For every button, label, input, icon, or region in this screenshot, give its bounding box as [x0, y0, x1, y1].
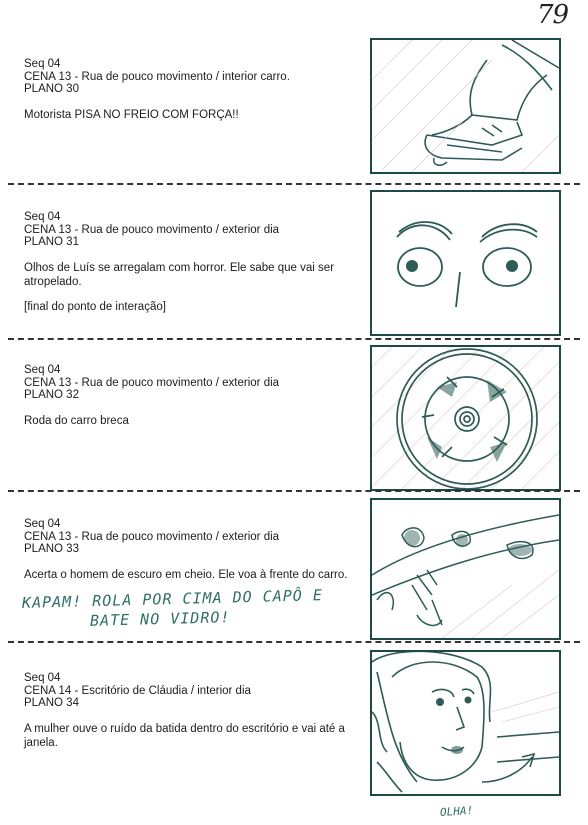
plano-label: PLANO 34 — [24, 697, 79, 709]
scene-text — [24, 518, 354, 582]
cena-label: CENA 13 - Rua de pouco movimento / exterior dia — [24, 376, 280, 389]
cena-label: CENA 13 - Rua de pouco movimento / exterior dia — [24, 223, 280, 236]
plano-label: PLANO 33 — [24, 543, 79, 555]
scene-description: Olhos de Luís se arregalam com horror. Ele sabe que vai ser atropelado. — [24, 261, 335, 288]
plano-label: PLANO 32 — [24, 389, 79, 401]
scene-text — [24, 672, 354, 750]
storyboard-frame-woman-window — [370, 650, 561, 796]
handwritten-note-line-2: BATE NO VIDRO! — [89, 608, 231, 630]
plano-label: PLANO 31 — [24, 236, 79, 248]
scene-description: Motorista PISA NO FREIO COM FORÇA!! — [24, 108, 239, 121]
frame-caption-handwritten: OLHA! — [439, 803, 474, 820]
seq-label: Seq 04 — [24, 364, 61, 376]
storyboard-frame-car-wheel — [370, 345, 561, 491]
scene-description: A mulher ouve o ruído da batida dentro do escritório e vai até a janela. — [24, 722, 345, 749]
scene-divider — [8, 183, 580, 185]
plano-label: PLANO 30 — [24, 83, 79, 95]
scene-divider — [8, 338, 580, 340]
cena-label: CENA 13 - Rua de pouco movimento / exterior dia — [24, 530, 280, 543]
seq-label: Seq 04 — [24, 518, 61, 530]
seq-label: Seq 04 — [24, 58, 61, 70]
storyboard-frame-eyes — [370, 190, 561, 336]
scene-note: [final do ponto de interação] — [24, 300, 166, 313]
storyboard-frame-brake-pedal — [370, 38, 561, 174]
storyboard-frame-impact — [370, 498, 561, 640]
cena-label: CENA 14 - Escritório de Cláudia / interior dia — [24, 684, 251, 697]
seq-label: Seq 04 — [24, 211, 61, 223]
scene-description: Roda do carro breca — [24, 414, 129, 427]
scene-text — [24, 211, 354, 313]
scene-divider — [8, 641, 580, 643]
scene-text — [24, 58, 354, 122]
seq-label: Seq 04 — [24, 672, 61, 684]
scene-text — [24, 364, 354, 428]
cena-label: CENA 13 - Rua de pouco movimento / interior carro. — [24, 70, 290, 83]
scene-divider — [8, 490, 580, 492]
scene-description: Acerta o homem de escuro em cheio. Ele voa à frente do carro. — [24, 568, 348, 581]
page-number: 79 — [537, 0, 569, 30]
handwritten-note-line-1: KAPAM! ROLA POR CIMA DO CAPÔ E — [21, 586, 324, 612]
